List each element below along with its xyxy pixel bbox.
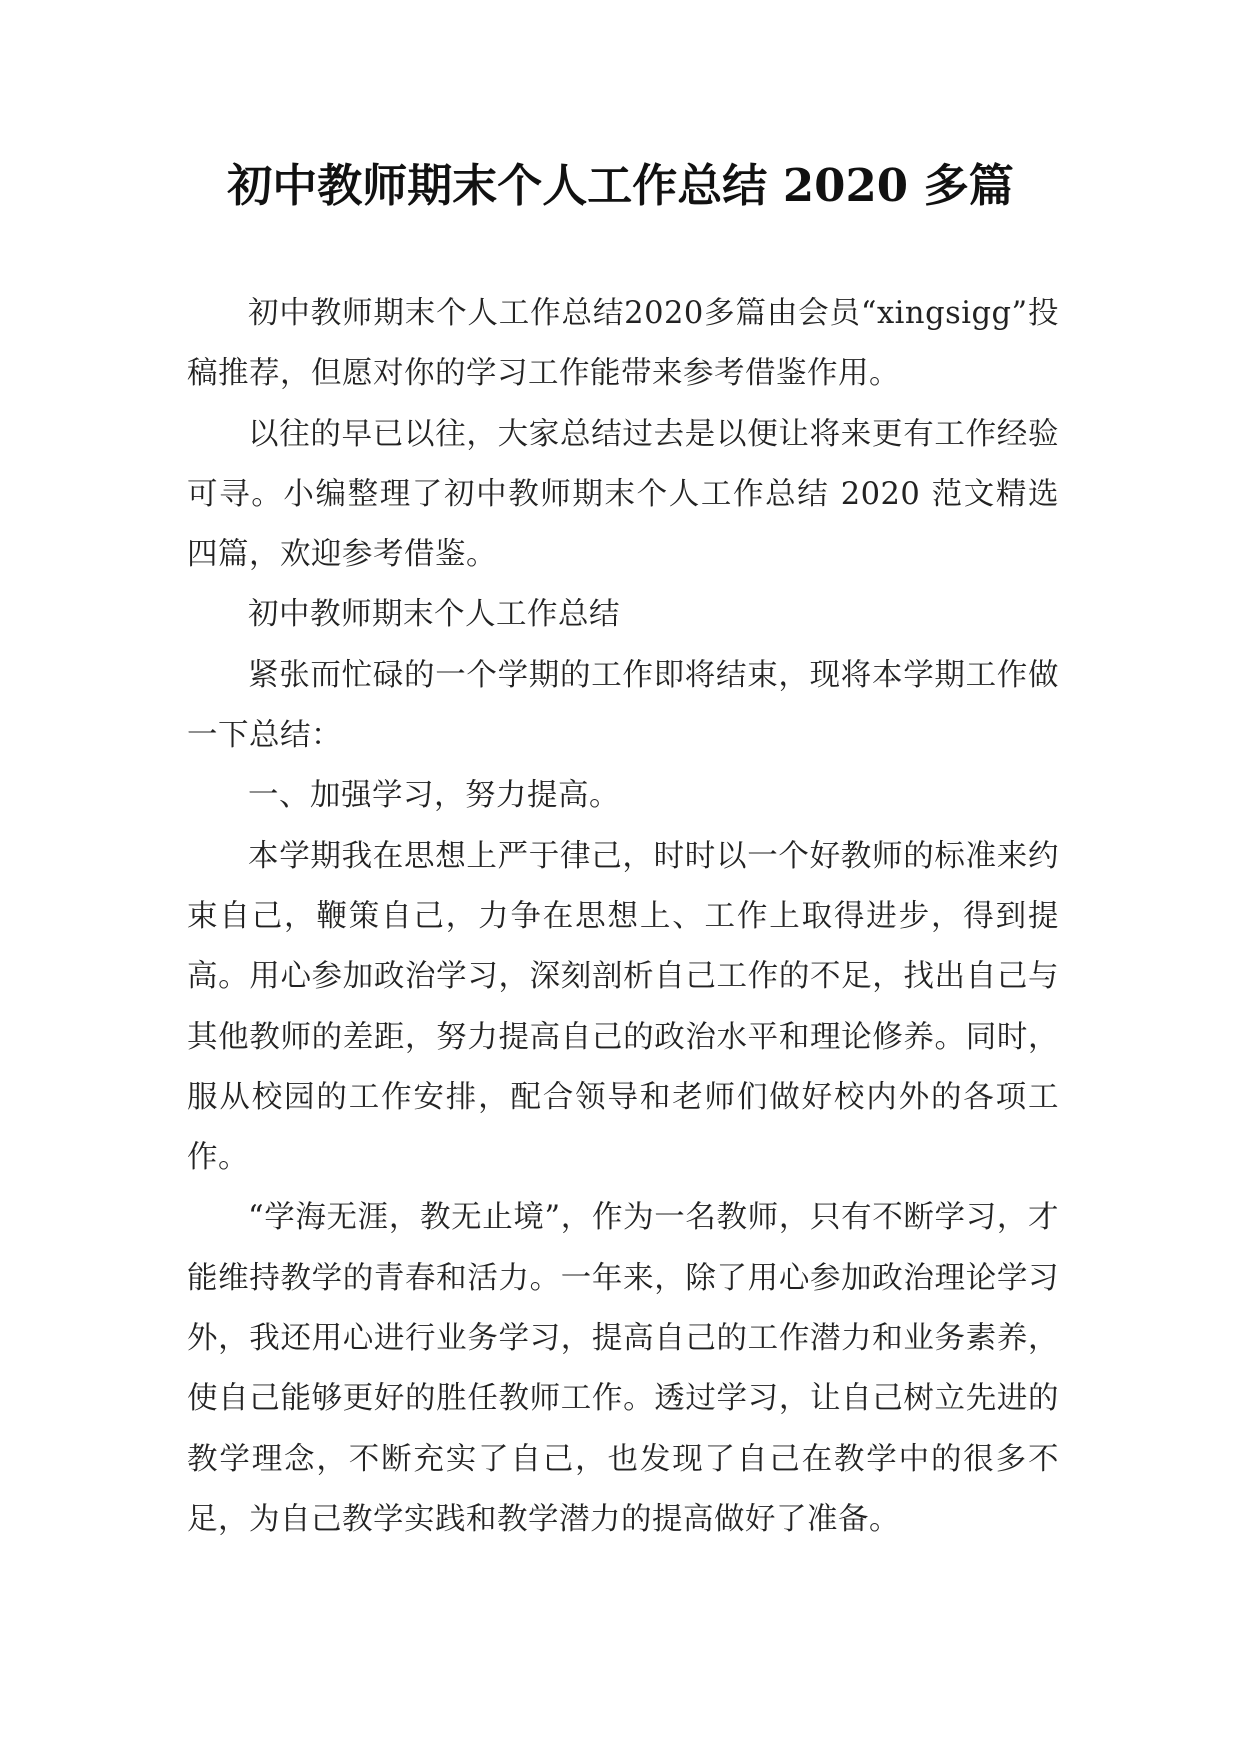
section-heading: 初中教师期末个人工作总结: [248, 597, 620, 633]
paragraph-body: “学海无涯，教无止境”，作为一名教师，只有不断学习，才能维持教学的青春和活力。一年来，除了用心参加政治理论学习外，我还用心进行业务学习，提高自己的工作潜力和业务素养，使自己能够更好的胜任教师工作。透过学习，让自己树立先进的教学理念，不断充实了自己，也发现了自己在教学中的很多不足，为自己教学实践和教学潜力的提高做好了准备。: [187, 1200, 1059, 1537]
document-body: [187, 284, 1059, 1550]
document-title: 初中教师期末个人工作总结 2020 多篇: [227, 159, 1014, 212]
paragraph-body: 本学期我在思想上严于律己，时时以一个好教师的标准来约束自己，鞭策自己，力争在思想上、工作上取得进步，得到提高。用心参加政治学习，深刻剖析自己工作的不足，找出自己与其他教师的差距，努力提高自己的政治水平和理论修养。同时，服从校园的工作安排，配合领导和老师们做好校内外的各项工作。: [187, 838, 1059, 1176]
subsection-heading: 一、加强学习，努力提高。: [248, 778, 620, 814]
paragraph-opening: 紧张而忙碌的一个学期的工作即将结束，现将本学期工作做一下总结：: [187, 657, 1059, 754]
paragraph-intro: 初中教师期末个人工作总结2020多篇由会员“xingsigg”投稿推荐，但愿对你的学习工作能带来参考借鉴作用。: [187, 296, 1059, 392]
paragraph-preface: 以往的早已以往，大家总结过去是以便让将来更有工作经验可寻。小编整理了初中教师期末个人工作总结 2020 范文精选四篇，欢迎参考借鉴。: [187, 416, 1059, 573]
